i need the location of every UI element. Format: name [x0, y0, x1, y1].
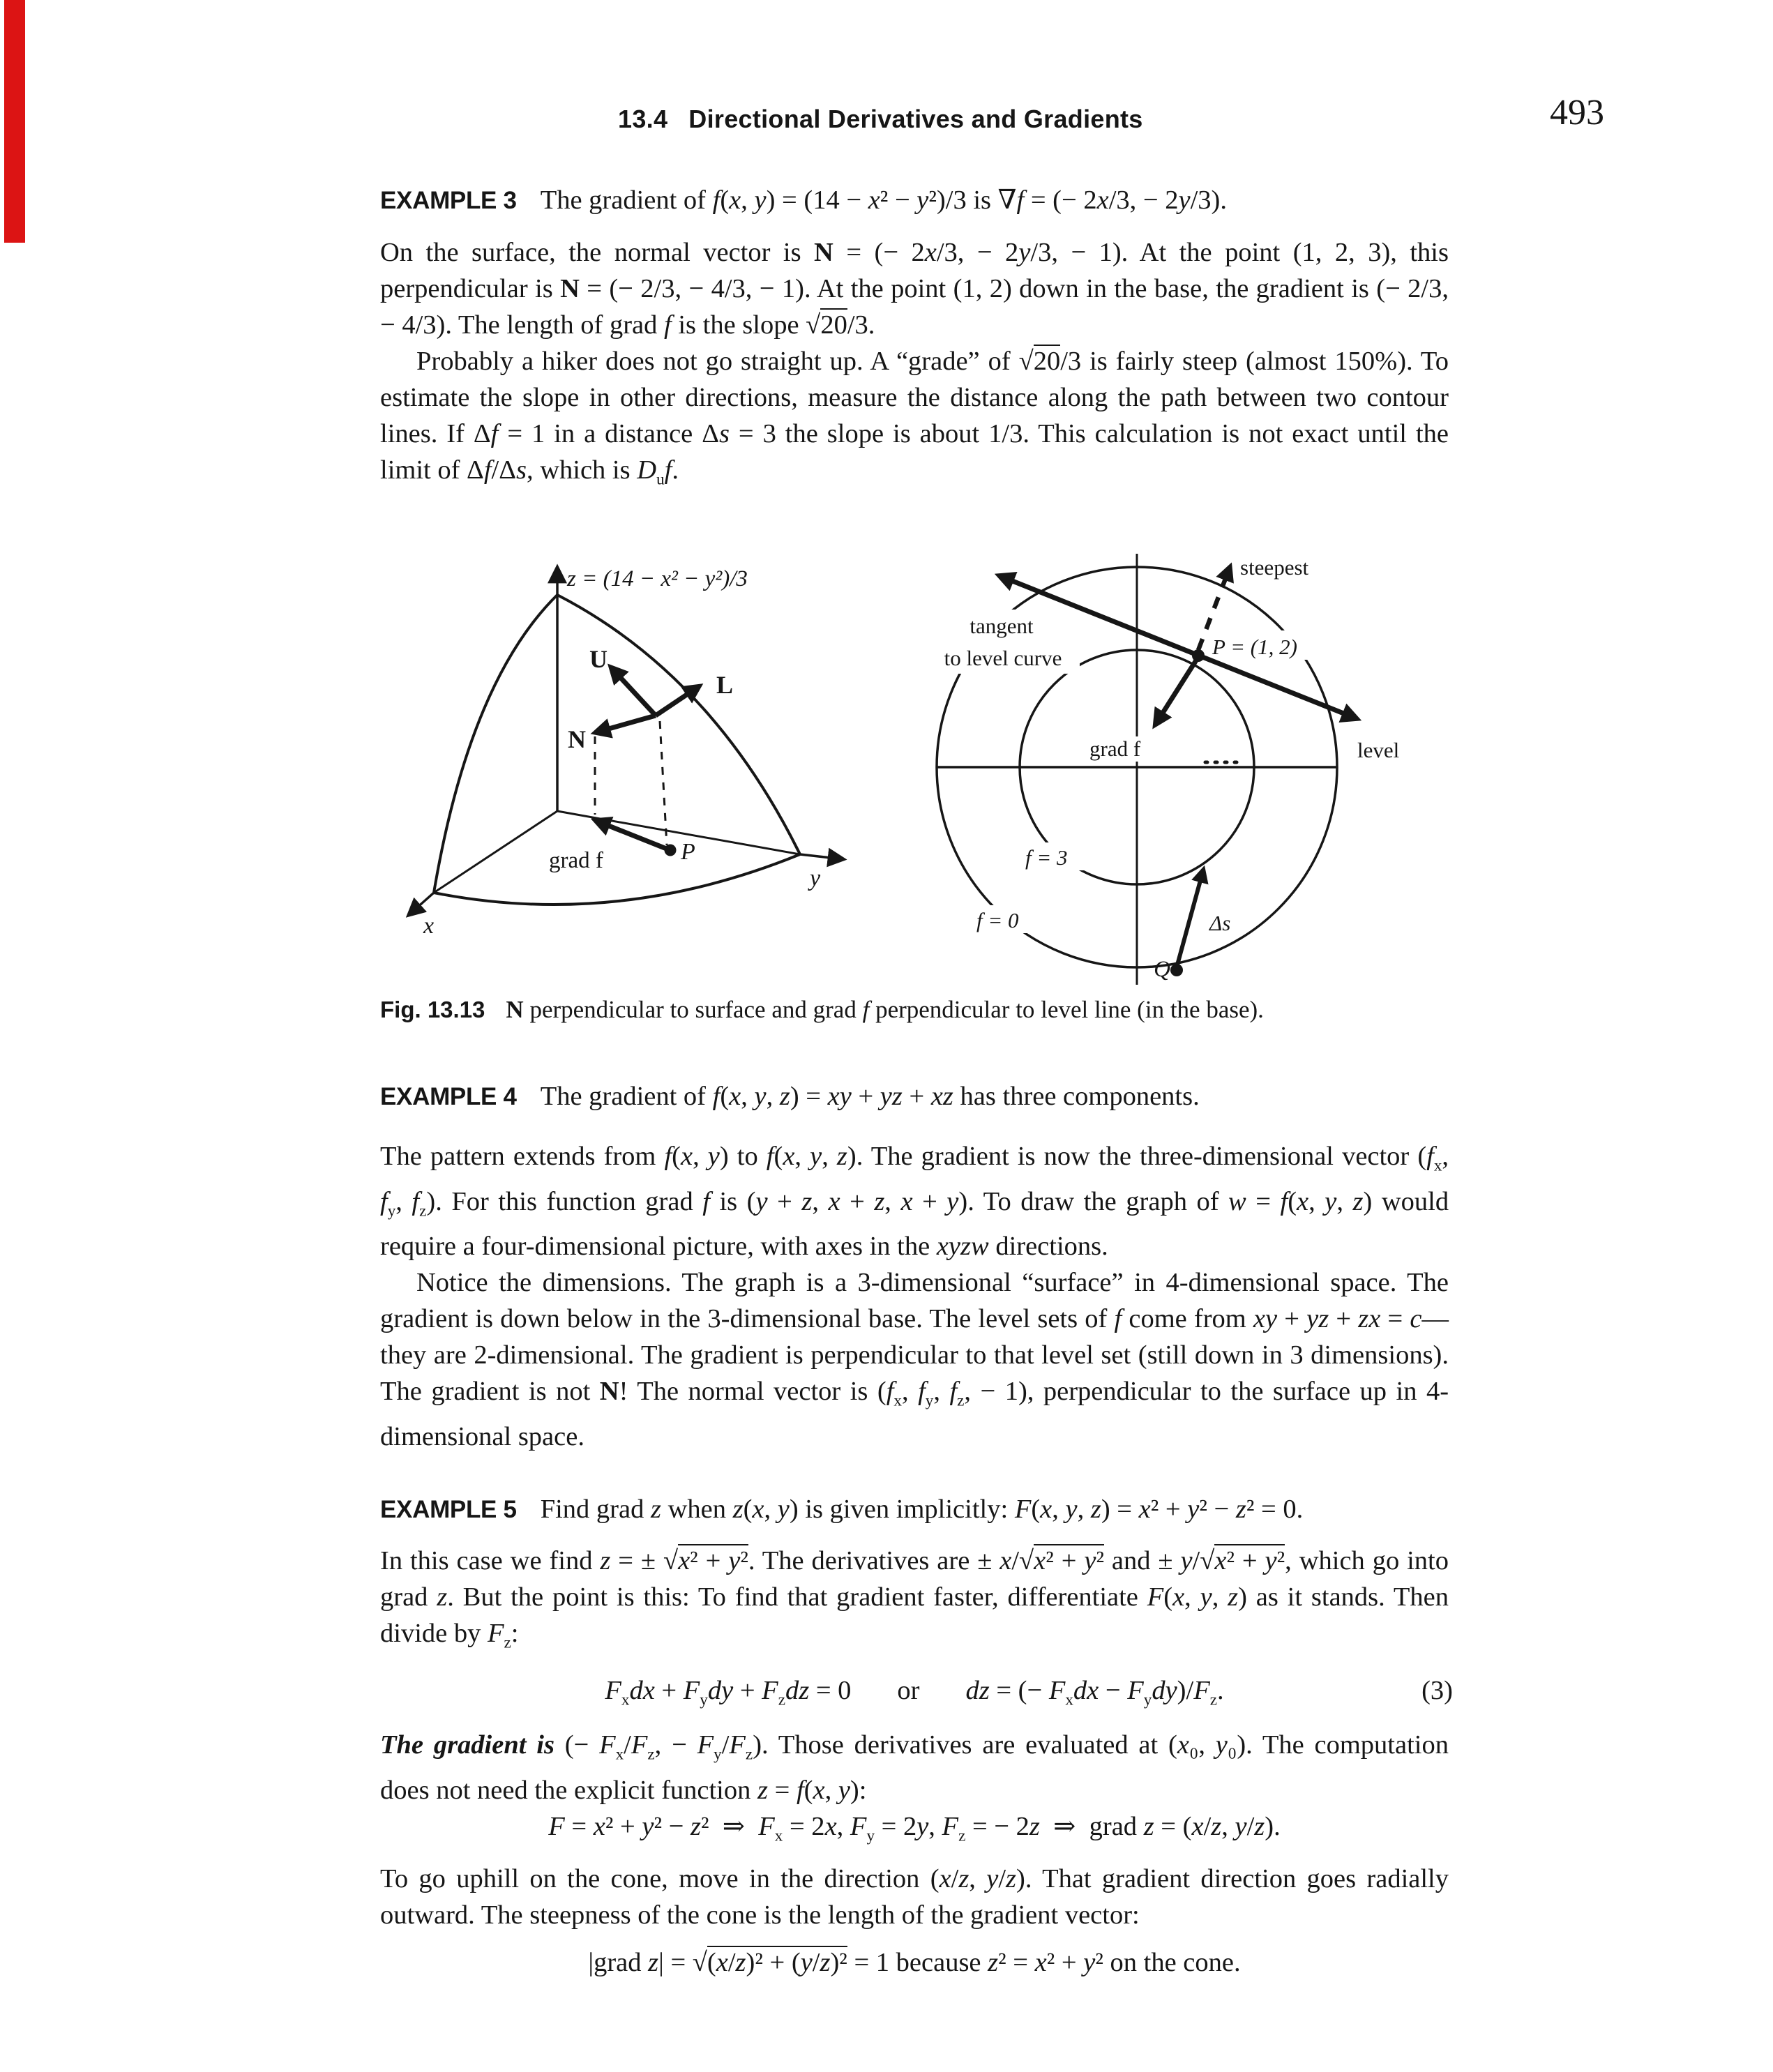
paragraph-block-1: [380, 234, 1449, 497]
paragraph-block-5: [380, 1861, 1449, 1933]
equation-3-number: (3): [1421, 1676, 1453, 1705]
equation-cone-text: F = x² + y² − z² ⇒ $F_x = 2x$, $F_y = 2y$, $F_z$ = − 2z ⇒ grad z = (x/z, y/z).: [548, 1812, 1281, 1845]
label-tangent-line2: to level curve: [944, 646, 1062, 670]
example3-label: EXAMPLE 3: [380, 187, 517, 214]
example3-heading: [380, 184, 1468, 215]
section-number: 13.4: [618, 105, 668, 133]
example4-heading: [380, 1081, 1468, 1112]
label-gradf-right: grad f: [1089, 736, 1141, 761]
paragraph-hiker: Probably a hiker does not go straight up. A “grade” of √20/3 is fairly steep (almost 150%). To estimate the slope in other directions, measure the distance along the path between two contour lines. If Δf = 1 in a distance Δs = 3 the slope is about 1/3. This calculation is not exact until the limit of Δf/Δs, which is $D_uf$.: [380, 343, 1449, 497]
paragraph-uphill-cone: To go uphill on the cone, move in the direction (x/z, y/z). That gradient direction goes radially outward. The steepness of the cone is the length of the gradient vector:: [380, 1864, 1449, 1930]
point-P-dot-right: [1192, 649, 1205, 662]
equation-3: [380, 1675, 1453, 1709]
equation-3-rhs: dz = (− $F_xdx - F_ydy)/F_z$.: [965, 1676, 1224, 1709]
label-delta-s: Δs: [1209, 911, 1231, 935]
point-P-dot: [665, 845, 677, 856]
dome-right-edge: [557, 595, 800, 854]
label-y-axis: y: [810, 865, 821, 891]
surface-equation-label: z = (14 − x² − y²)/3: [567, 566, 748, 591]
example5-label: EXAMPLE 5: [380, 1496, 517, 1523]
vector-N-arrow: [596, 716, 656, 732]
base-edge-left: [434, 811, 557, 893]
vector-U-arrow: [612, 668, 656, 716]
equation-cone: [380, 1810, 1449, 1845]
page-number: 493: [1550, 93, 1604, 133]
paragraph-gradient-is: The gradient is (− $F_x/F_z$, − $F_y/F_z$). Those derivatives are evaluated at (x₀, y₀). The computation does not need the explicit function z = f(x, y):: [380, 1730, 1449, 1805]
equation-3-or: or: [897, 1676, 920, 1705]
label-U: U: [589, 645, 608, 673]
figure-caption: [380, 996, 1264, 1024]
equation-grad-length-text: |grad z| = √(x/z)² + (y/z)² = 1 because z² = x² + y² on the cone.: [588, 1947, 1240, 1978]
figure-caption-text: N perpendicular to surface and grad f perpendicular to level line (in the base).: [506, 996, 1264, 1023]
point-Q-dot: [1170, 964, 1183, 976]
example5-heading: [380, 1494, 1468, 1525]
paragraph-surface-normal: On the surface, the normal vector is N = (− 2x/3, − 2y/3, − 1). At the point (1, 2, 3), this perpendicular is N = (− 2/3, − 4/3, − 1). At the point (1, 2) down in the base, the gradient is (− 2/3, − 4/3). The length of grad f is the slope √20/3.: [380, 238, 1449, 340]
section-title: Directional Derivatives and Gradients: [688, 105, 1143, 133]
vector-L-arrow: [656, 687, 698, 716]
label-f3: f = 3: [1025, 845, 1068, 870]
gradf-arrow: [1156, 657, 1198, 724]
dome-left-edge: [434, 595, 557, 893]
running-head: [618, 105, 1143, 134]
label-x-axis: x: [423, 913, 435, 939]
label-steepest: steepest: [1240, 555, 1309, 580]
paragraph-block-3: [380, 1543, 1449, 1661]
example5-text: Find grad z when z(x, y) is given implicitly: F(x, y, z) = x² + y² − z² = 0.: [540, 1495, 1304, 1524]
paragraph-block-4: [380, 1727, 1449, 1808]
example4-label: EXAMPLE 4: [380, 1083, 517, 1110]
level-curve-diagram: [928, 537, 1416, 990]
paragraph-block-2: [380, 1138, 1449, 1455]
dashed-dropline-2: [660, 721, 667, 845]
label-gradf-left: grad f: [549, 848, 603, 873]
delta-s-arrow: [1177, 870, 1203, 967]
example4-text: The gradient of f(x, y, z) = xy + yz + xz has three components.: [540, 1082, 1200, 1111]
base-front-curve: [434, 854, 800, 905]
label-tangent-line1: tangent: [970, 614, 1034, 638]
label-level: level: [1357, 738, 1400, 762]
equation-grad-length: [380, 1947, 1449, 1978]
figure-caption-label: Fig. 13.13: [380, 997, 485, 1022]
x-axis: [409, 893, 434, 915]
paragraph-notice-dimensions: Notice the dimensions. The graph is a 3-dimensional “surface” in 4-dimensional space. The gradient is down below in the 3-dimensional base. The level sets of f come from xy + yz + zx = c—they are 2-dimensional. The gradient is perpendicular to that level set (still down in 3 dimensions). The gradient is not N! The normal vector is ($f_x$, $f_y$, $f_z$, − 1), perpendicular to the surface up in 4-dimensional space.: [380, 1268, 1449, 1452]
paragraph-pattern-extends: The pattern extends from f(x, y) to f(x, y, z). The gradient is now the three-dimensional vector ($f_x$, $f_y$, $f_z$). For this function grad f is (y + z, x + z, x + y). To draw the graph of w = f(x, y, z) would require a four-dimensional picture, with axes in the xyzw directions.: [380, 1142, 1449, 1262]
equation-3-lhs: $F_xdx + F_ydy + F_zdz = 0$: [605, 1676, 852, 1709]
label-L: L: [716, 671, 734, 699]
label-P-eq: P = (1, 2): [1212, 635, 1297, 659]
label-Q: Q: [1154, 957, 1170, 982]
label-N: N: [568, 725, 586, 753]
y-axis: [800, 854, 843, 859]
surface-diagram: [387, 538, 903, 971]
label-f0: f = 0: [976, 908, 1019, 932]
label-P-left: P: [681, 839, 695, 865]
paragraph-in-this-case: In this case we find z = ± √x² + y². The derivatives are ± x/√x² + y² and ± y/√x² + y², which go into grad z. But the point is this: To find that gradient faster, differentiate F(x, y, z) as it stands. Then divide by $F_z$:: [380, 1543, 1449, 1661]
scan-red-edge-mark: [4, 0, 25, 243]
example3-text: The gradient of f(x, y) = (14 − x² − y²)/3 is ∇f = (− 2x/3, − 2y/3).: [540, 186, 1227, 215]
